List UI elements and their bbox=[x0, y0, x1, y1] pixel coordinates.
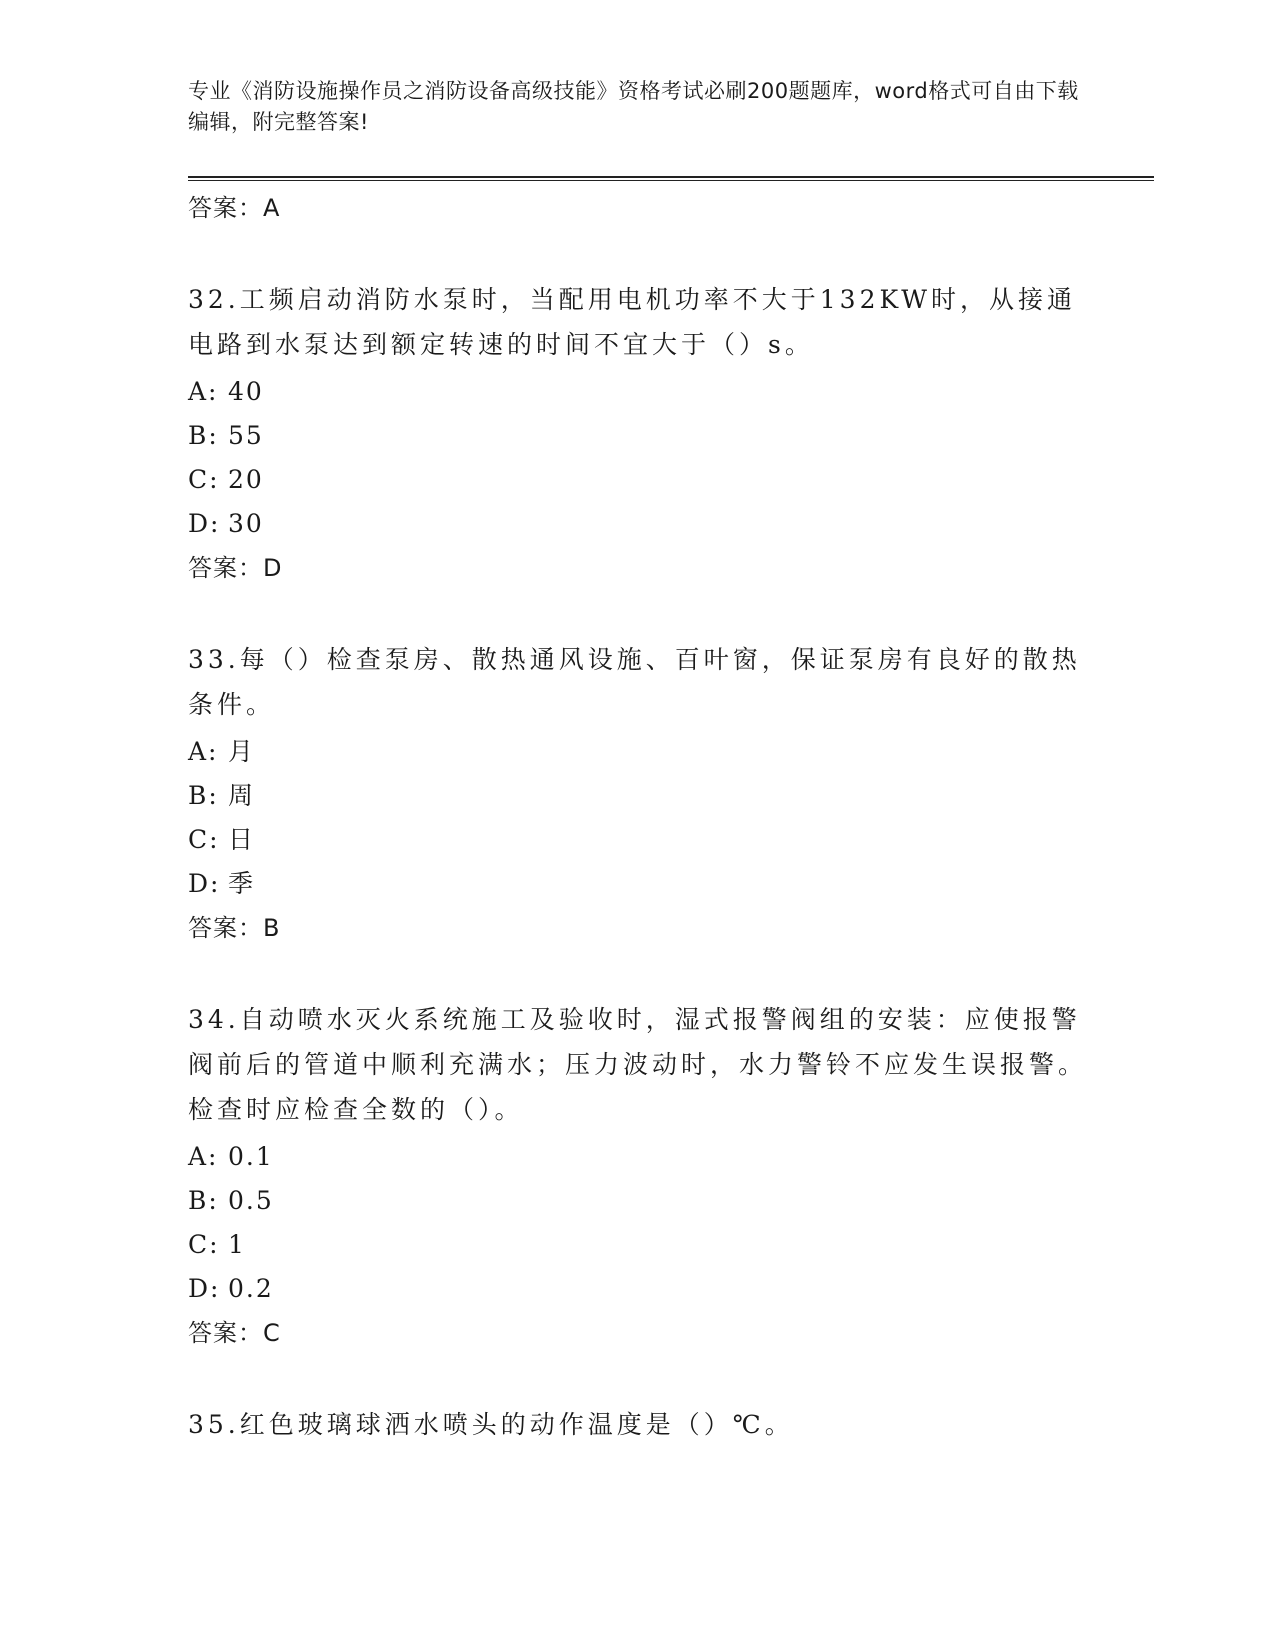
option-value: 季 bbox=[228, 869, 256, 898]
header-divider bbox=[188, 176, 1154, 181]
question-32: 32.工频启动消防水泵时，当配用电机功率不大于132KW时，从接通电路到水泵达到额定转速的时间不宜大于（）s。 bbox=[188, 285, 1076, 359]
option-value: 20 bbox=[228, 465, 264, 494]
option-d bbox=[188, 508, 264, 540]
option-letter: A: bbox=[188, 377, 219, 406]
option-d bbox=[188, 1273, 274, 1305]
option-letter: B: bbox=[188, 781, 219, 810]
option-letter: C: bbox=[188, 825, 220, 854]
option-a bbox=[188, 1141, 274, 1173]
answer-label: 答案：B bbox=[188, 914, 281, 942]
option-letter: D: bbox=[188, 509, 221, 538]
option-c bbox=[188, 464, 264, 496]
option-letter: C: bbox=[188, 1230, 220, 1259]
option-b bbox=[188, 420, 264, 452]
option-value: 日 bbox=[228, 825, 256, 854]
option-letter: B: bbox=[188, 421, 219, 450]
question-35: 35.红色玻璃球洒水喷头的动作温度是（）℃。 bbox=[188, 1410, 794, 1439]
option-c bbox=[188, 824, 255, 856]
question-34: 34.自动喷水灭火系统施工及验收时，湿式报警阀组的安装：应使报警阀前后的管道中顺利充满水；压力波动时，水力警铃不应发生误报警。检查时应检查全数的（）。 bbox=[188, 1005, 1088, 1124]
option-b bbox=[188, 780, 255, 812]
answer-label: 答案：D bbox=[188, 554, 283, 582]
option-value: 0.5 bbox=[228, 1186, 274, 1215]
option-letter: B: bbox=[188, 1186, 219, 1215]
answer-label: 答案：A bbox=[188, 194, 281, 222]
question-33: 33.每（）检查泵房、散热通风设施、百叶窗，保证泵房有良好的散热条件。 bbox=[188, 645, 1081, 719]
option-a bbox=[188, 736, 255, 768]
document-header: 专业《消防设施操作员之消防设备高级技能》资格考试必刷200题题库，word格式可自由下载编辑，附完整答案! bbox=[188, 79, 1079, 134]
option-letter: A: bbox=[188, 737, 219, 766]
option-value: 30 bbox=[228, 509, 264, 538]
option-value: 周 bbox=[228, 781, 256, 810]
option-letter: D: bbox=[188, 869, 221, 898]
option-value: 月 bbox=[228, 737, 256, 766]
option-b bbox=[188, 1185, 274, 1217]
option-value: 0.2 bbox=[228, 1274, 274, 1303]
option-letter: D: bbox=[188, 1274, 221, 1303]
option-value: 0.1 bbox=[228, 1142, 274, 1171]
answer-label: 答案：C bbox=[188, 1319, 281, 1347]
option-letter: C: bbox=[188, 465, 220, 494]
option-letter: A: bbox=[188, 1142, 219, 1171]
option-value: 1 bbox=[228, 1230, 246, 1259]
option-d bbox=[188, 868, 255, 900]
option-c bbox=[188, 1229, 246, 1261]
option-value: 55 bbox=[228, 421, 264, 450]
option-value: 40 bbox=[228, 377, 264, 406]
option-a bbox=[188, 376, 264, 408]
